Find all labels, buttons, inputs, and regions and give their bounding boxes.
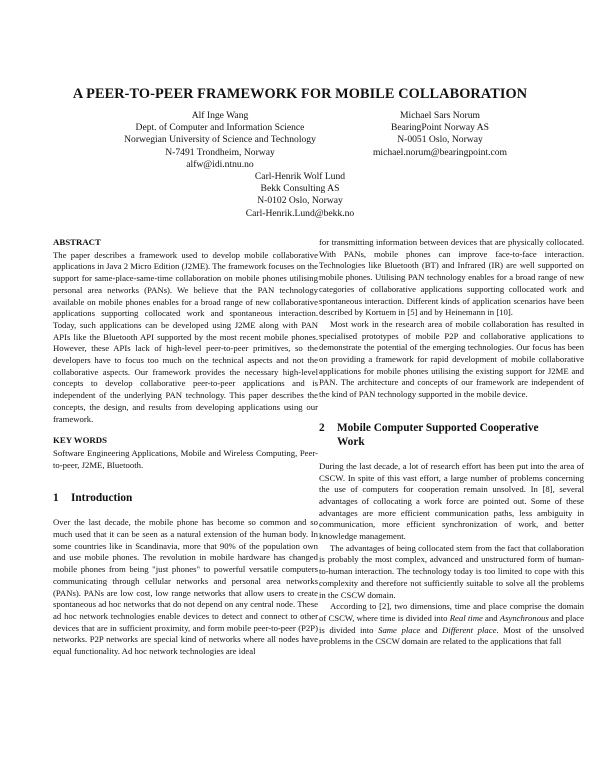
author-block-2 [320,110,560,159]
keywords-label: KEY WORDS [53,435,108,446]
author-email: michael.norum@bearingpoint.com [372,146,508,158]
section-1-paragraph-2: Most work in the research area of mobile collaboration has resulted in specialised prototypes of mobile P2P and collaborative applications to demonstrate the potential of the emerging technologies. Our focus has been on providing a framework for rapid development of mobile collaborative applications for mobile phones utilising the existing support for J2ME and PAN. The architecture and concepts of our framework are independent of the kind of PAN technology supported in the mobile device. [319,318,584,400]
author-affiliation: Norwegian University of Science and Technology [124,134,316,146]
author-block-1 [80,110,360,171]
keywords-text: Software Engineering Applications, Mobile and Wireless Computing, Peer-to-peer, J2ME, Bluetooth. [53,447,318,470]
author-affiliation: Bekk Consulting AS [260,183,340,195]
term-different-place: Different place [442,624,497,635]
section-title [337,421,539,449]
author-name: Michael Sars Norum [400,110,480,121]
author-affiliation: N-0102 Oslo, Norway [257,195,343,207]
abstract-label: ABSTRACT [53,237,101,247]
section-title-line-1: Mobile Computer Supported Cooperative [337,421,539,434]
author-name: Carl-Henrik Wolf Lund [254,171,346,182]
section-2-heading [319,421,584,449]
author-email: Carl-Henrik.Lund@bekk.no [245,207,355,219]
author-email: alfw@idi.ntnu.no [186,158,254,170]
author-affiliation: BearingPoint Norway AS [390,122,490,134]
section-2-paragraph-1: During the last decade, a lot of research effort has been put into the area of CSCW. In spite of this vast effort, a large number of problems concerning the use of computers for cooperation remain unsolved. In [8], several advantages of collocating a work force are pointed out. Some of these advantages are more efficient communication paths, less ambiguity in communication, more efficient synchronization of work, and better knowledge management. [319,460,584,542]
section-number: 1 [53,492,59,505]
left-column [53,237,318,658]
right-column [319,237,584,648]
author-name: Alf Inge Wang [191,110,249,121]
section-1-paragraph-1-continued: for transmitting information between devices that are physically collocated. With PANs, mobile phones can improve face-to-face interaction. Technologies like Bluetooth (BT) and Infrared (IR) are well supported on mobile phones. Utilising PAN technology enables for a broad range of new categories of collaborative applications supporting collocated work and spontaneous interaction. Different kinds of application scenarios have been described by Kortuem in [5] and by Heinemann in [10]. [319,237,584,318]
section-title: Introduction [71,492,133,505]
section-1-paragraph-1: Over the last decade, the mobile phone has become so common and so much used that it can be seen as a natural extension of the human body. In some countries like in Scandinavia, more that 90% of the population own and use mobile phones. The revolution in mobile hardware has changed mobile phones from being "just phones" to powerful versatile computers communicating through cellular networks and personal area networks (PANs). PANs are low cost, low range networks that allow users to create spontaneous ad hoc networks that do not depend on any central node. These ad hoc network technologies enable devices to detect and connect to other devices that are in sufficient proximity, and form mobile peer-to-peer (P2P) networks. P2P networks are special kind of networks where all nodes have equal functionality. Ad hoc network technologies are ideal [53,517,318,657]
section-1-heading [53,491,318,505]
abstract-text: The paper describes a framework used to develop mobile collaborative applications in Java 2 Micro Edition (J2ME). The framework focuses on the support for same-place-same-time collaboration on mobile phones utilising personal area networks (PANs). We believe that the PAN technology available on mobile phones enables for a broad range of new collaborative applications supporting collocated work and spontaneous interaction. Today, such applications can be developed using J2ME along with PAN APIs like the Bluetooth API supported by the most recent mobile phones. However, these APIs lack of high-level peer-to-peer primitives, so the developers have to focus too much on the technical aspects and not the collaborative aspects. Our framework provides the necessary high-level concepts to develop collaborative peer-to-peer applications and is independent of the underlying PAN technology. This paper describes the concepts, the design, and results from developing applications using our framework. [53,249,318,424]
section-2-paragraph-2: The advantages of being collocated stem from the fact that collaboration is probably the most complex, advanced and unstructured form of human-to-human interaction. The technology today is too limited to cope with this complexity and therefore not sufficiently suitable to solve all the problems in the CSCW domain. [319,542,584,600]
term-real-time: Real time [449,612,483,623]
paper-title: A PEER-TO-PEER FRAMEWORK FOR MOBILE COLLABORATION [72,86,528,102]
section-title-line-2: Work [337,435,365,448]
author-affiliation: N-0051 Oslo, Norway [397,134,483,146]
term-same-place: Same place [378,624,421,635]
author-block-3 [180,171,420,220]
author-affiliation: N-7491 Trondheim, Norway [165,146,275,158]
term-asynchronous: Asynchronous [499,612,549,623]
section-2-paragraph-3: According to [2], two dimensions, time and place comprise the domain of CSCW, where time is divided into Real time and Asynchronous and place is divided into Same place and Different place. Most of the unsolved problems in the CSCW domain are related to the applications that fall [319,601,585,647]
section-number: 2 [319,421,325,434]
author-affiliation: Dept. of Computer and Information Science [135,122,305,134]
